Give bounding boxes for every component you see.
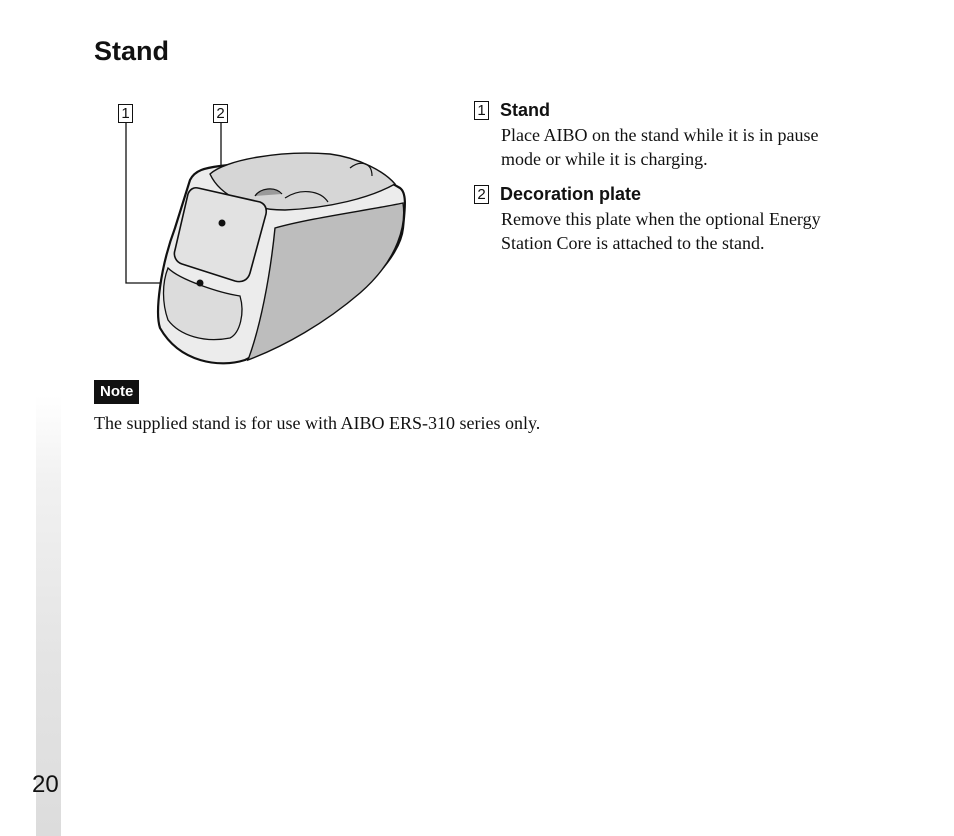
item-description: Remove this plate when the optional Energy Station Core is attached to the stand. xyxy=(501,209,821,253)
item-title: Decoration plate xyxy=(500,183,642,204)
callout-dot-1 xyxy=(197,280,204,287)
item-decoration-plate xyxy=(474,183,844,255)
item-title: Stand xyxy=(500,99,551,120)
item-list xyxy=(474,99,844,267)
item-stand xyxy=(474,99,844,171)
note-label: Note xyxy=(94,380,139,404)
callout-1: 1 xyxy=(118,104,133,123)
stand-illustration xyxy=(110,98,420,370)
item-description: Place AIBO on the stand while it is in pause mode or while it is charging. xyxy=(501,125,819,169)
item-number: 2 xyxy=(474,185,489,204)
note-text: The supplied stand is for use with AIBO ERS-310 series only. xyxy=(94,413,541,433)
callout-dot-2 xyxy=(219,220,226,227)
callout-2: 2 xyxy=(213,104,228,123)
stand-drawing xyxy=(110,98,420,370)
side-tab xyxy=(36,395,61,836)
item-number: 1 xyxy=(474,101,489,120)
page-title: Stand xyxy=(94,36,170,66)
page-number: 20 xyxy=(32,771,59,798)
